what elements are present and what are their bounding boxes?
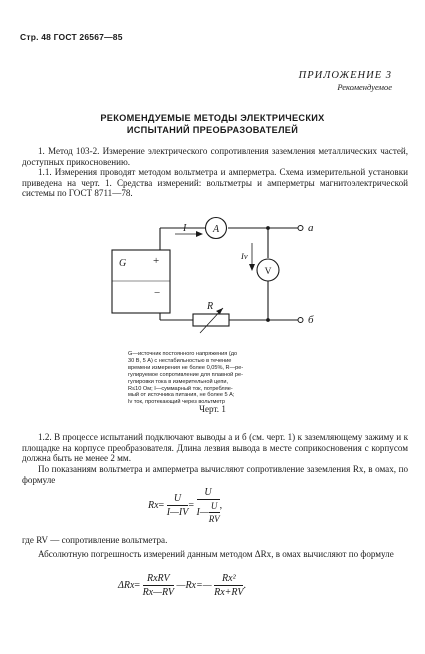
paragraph-1-1: 1.1. Измерения проводят методом вольтметра и амперметра. Схема измерительной установки приведена на черт. 1. Средства измерений: вольтметры и амперметры магнитоэлектрической системы по ГОСТ 8711—78.	[22, 167, 408, 199]
terminal-b-label: б	[308, 314, 314, 326]
formula1-inner-den: RV	[208, 514, 220, 524]
formula2-frac1	[143, 573, 174, 598]
formula2-frac2	[214, 573, 243, 598]
formula2-lhs: ΔRx	[118, 579, 135, 591]
label-ammeter: A	[212, 224, 220, 235]
terminal-a-label: а	[308, 222, 314, 234]
label-minus: −	[154, 287, 161, 299]
label-current-iv: Iv	[241, 251, 248, 261]
formula2-num1: RxRV	[143, 573, 174, 586]
formula1-num2: U	[197, 487, 220, 500]
formula1-den1: I—IV	[166, 507, 189, 518]
formula1-num1: U	[167, 493, 189, 506]
page-header: Стр. 48 ГОСТ 26567—85	[20, 32, 123, 42]
caption-line: времени измерения не более 0,05%, R—ре-	[128, 364, 244, 371]
formula-error: ΔRx= $\frac{\text{RxRV}}{Rx—RV}$ —Rx=— $\frac{\text{Rx²}}{Rx+RV}$ .	[118, 573, 246, 598]
label-current-i: I	[183, 223, 187, 234]
appendix-title: ПРИЛОЖЕНИЕ 3	[298, 70, 392, 81]
formula1-inner-num: U	[209, 501, 220, 513]
rheostat-symbol	[193, 314, 229, 326]
label-voltmeter: V	[264, 267, 272, 277]
circuit-diagram	[0, 215, 425, 350]
figure-label: Черт. 1	[199, 404, 226, 414]
formula1-den2-a: I—	[196, 506, 209, 518]
paragraph-rv-definition: где RV — сопротивление вольтметра.	[22, 535, 168, 545]
label-plus: +	[153, 255, 160, 267]
section-title-line2: ИСПЫТАНИЙ ПРЕОБРАЗОВАТЕЛЕЙ	[126, 125, 299, 135]
caption-line: G—источник постоянного напряжения (до	[128, 351, 238, 357]
paragraph-method: 1. Метод 103-2. Измерение электрического сопротивления заземления металлических частей, доступных прикосновению.	[22, 146, 408, 167]
formula1-frac2	[197, 487, 220, 524]
formula2-num2: Rx²	[214, 573, 243, 586]
caption-line: Iv ток, протекающий через вольтметр	[128, 399, 225, 406]
formula-resistance: Rx= $\frac{U}{I—IV}$ = U I— $\frac{U}{RV}$ ,	[148, 487, 223, 524]
formula1-lhs: Rx	[148, 499, 159, 511]
formula2-mid: —Rx=—	[176, 579, 212, 591]
formula2-den1: Rx—RV	[142, 587, 175, 598]
caption-line: гулировки тока в измерительной цепи,	[128, 378, 229, 385]
caption-line: 30 В, 5 А) с нестабильностью в течение	[128, 357, 232, 364]
caption-line: R≤10 Ом; I—суммарный ток, потребляе-	[128, 385, 233, 392]
formula1-frac1	[167, 493, 189, 518]
label-g: G	[119, 258, 127, 269]
formula2-den2: Rx+RV	[214, 587, 244, 598]
terminal-b-node	[298, 318, 303, 323]
diagram-caption	[128, 351, 313, 406]
paragraph-rx-intro: По показаниям вольтметра и амперметра вычисляют сопротивление заземления Rx, в омах, по формуле	[22, 464, 408, 485]
paragraph-1-2: 1.2. В процессе испытаний подключают выводы а и б (см. черт. 1) к заземляющему зажиму и к площадке на корпусе преобразователя. Длина лезвия вывода в месте соприкосновения с корпусом должна быть не менее 2 мм.	[22, 432, 408, 464]
caption-line: мый от источника питания, не более 5 А;	[128, 392, 235, 399]
section-title-line1: РЕКОМЕНДУЕМЫЕ МЕТОДЫ ЭЛЕКТРИЧЕСКИХ	[100, 113, 325, 123]
caption-line: гулируемое сопротивление для плавной ре-	[128, 371, 243, 378]
label-rheostat: R	[207, 301, 214, 312]
paragraph-error-intro: Абсолютную погрешность измерений данным методом ΔRx, в омах вычисляют по формуле	[38, 549, 394, 559]
appendix-subtitle: Рекомендуемое	[337, 82, 392, 92]
terminal-a-node	[298, 226, 303, 231]
